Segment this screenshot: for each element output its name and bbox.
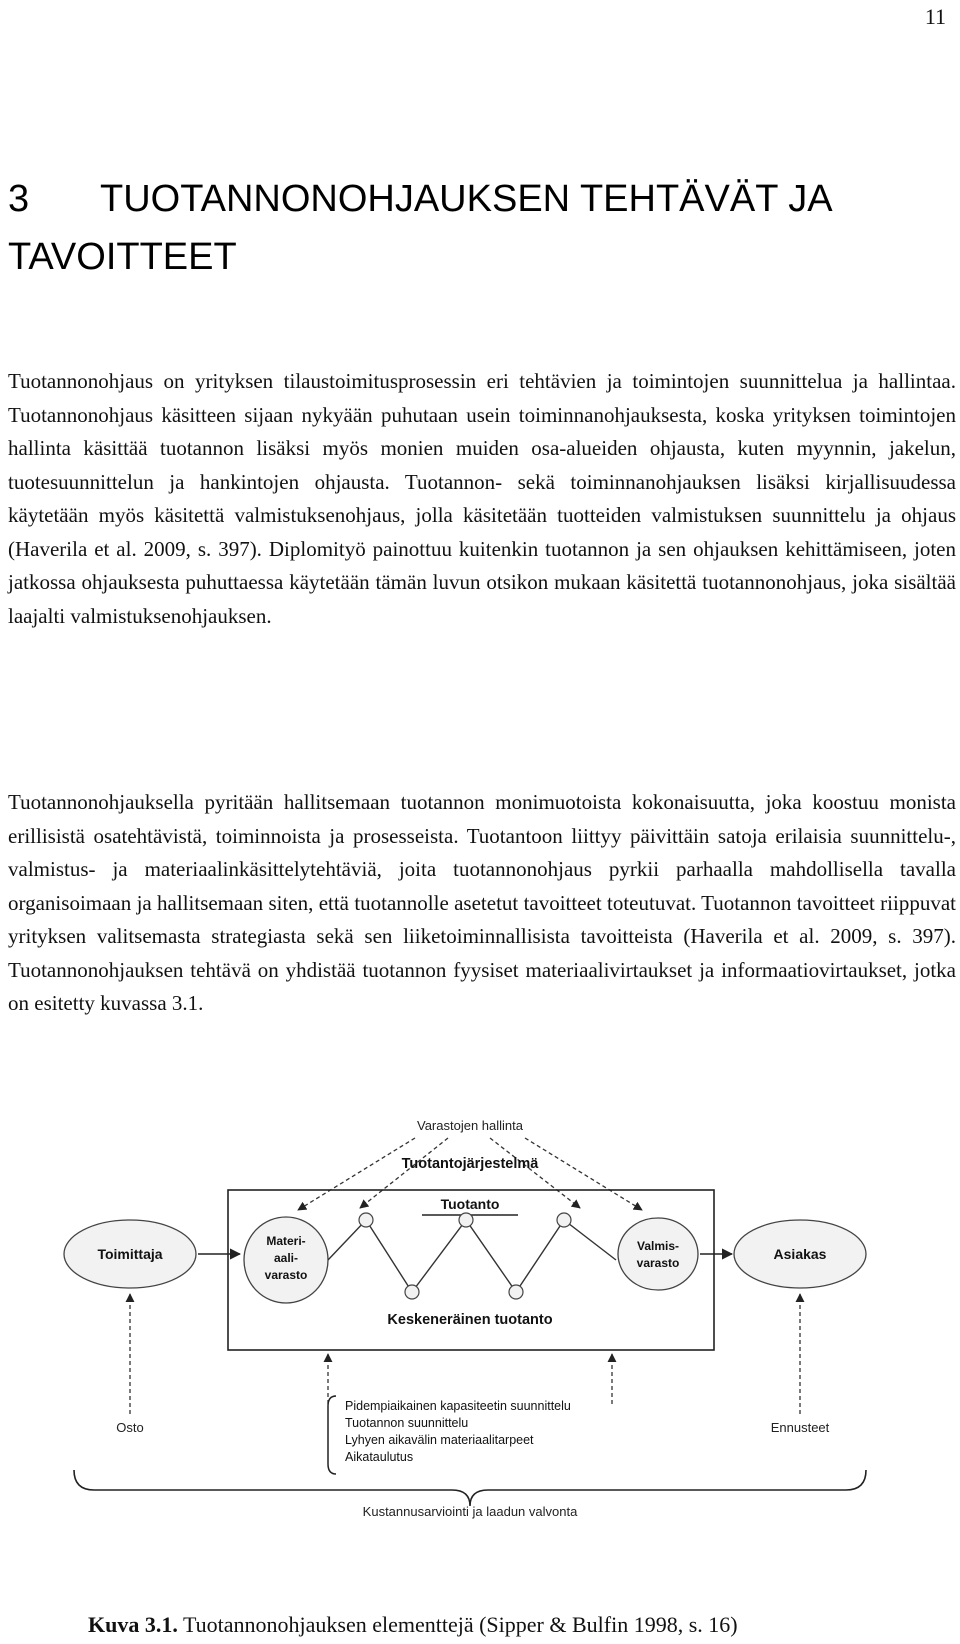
planning-item-1: Pidempiaikainen kapasiteetin suunnittelu: [345, 1399, 571, 1413]
finished-stock-line-1: Valmis-: [636, 1239, 680, 1253]
production-label: Tuotanto: [440, 1196, 500, 1212]
top-label: Varastojen hallinta: [417, 1118, 523, 1133]
system-label: Tuotantojärjestelmä: [401, 1156, 539, 1172]
finished-stock-line-2: varasto: [636, 1256, 680, 1270]
supplier-label: Toimittaja: [97, 1246, 163, 1262]
bottom-brace: [74, 1470, 866, 1506]
forecasts-label: Ennusteet: [770, 1420, 830, 1435]
figure-caption: [88, 1612, 928, 1638]
planning-item-3: Lyhyen aikavälin materiaalitarpeet: [345, 1433, 534, 1447]
material-stock-line-1: Materi-: [266, 1234, 306, 1248]
material-stock-line-2: aali-: [273, 1251, 299, 1265]
wip-flow-line: [328, 1220, 616, 1292]
planning-bracket: [328, 1396, 336, 1474]
caption-label: Kuva 3.1.: [88, 1612, 178, 1637]
diagram-svg: [60, 1114, 920, 1604]
paragraph-2: Tuotannonohjauksella pyritään hallitsemaan tuotannon monimuotoista kokonaisuutta, joka koostuu monista erillisistä osatehtävistä, toiminnoista ja prosesseista. Tuotantoon liittyy päivittäin satoja erilaisia suunnittelu-, valmistus- ja materiaalinkäsittelytehtäviä, joita tuotannonohjaus pyrkii parhaalla mahdollisella tavalla organisoimaan ja hallitsemaan siten, että tuotannolle asetetut tavoitteet toteutuvat. Tuotannon tavoitteet riippuvat yrityksen valitsemasta strategiasta sekä sen liiketoiminnallisista tavoitteista (Haverila et al. 2009, s. 397). Tuotannonohjauksen tehtävä on yhdistää tuotannon fyysiset materiaalivirtaukset ja informaatiovirtaukset, jotka on esitetty kuvassa 3.1.: [8, 790, 956, 1015]
customer-label: Asiakas: [773, 1246, 827, 1262]
planning-item-4: Aikataulutus: [345, 1450, 414, 1464]
chapter-title: TUOTANNONOHJAUKSEN TEHTÄVÄT JA TAVOITTEET: [8, 178, 831, 278]
finished-stock-node: [618, 1218, 698, 1290]
chapter-heading: [8, 170, 928, 286]
purchasing-label: Osto: [116, 1420, 144, 1435]
bottom-label: Kustannusarviointi ja laadun valvonta: [362, 1504, 578, 1519]
caption-text: Tuotannonohjauksen elementtejä (Sipper & Bulfin 1998, s. 16): [182, 1612, 738, 1637]
production-control-diagram: [60, 1114, 920, 1604]
wip-label: Keskeneräinen tuotanto: [387, 1312, 553, 1328]
paragraph-1: Tuotannonohjaus on yrityksen tilaustoimitusprosessin eri tehtävien ja toimintojen suunnittelua ja hallintaa. Tuotannonohjaus käsitteen sijaan nykyään puhutaan usein toiminnanohjauksesta, koska yrityksen toimintojen hallinta käsittää tuotannon lisäksi myös monien muiden osa-alueiden ohjausta, kuten myynnin, jakelun, tuotesuunnittelun ja hankintojen ohjausta. Tuotannon- sekä toiminnanohjauksen lisäksi kirjallisuudessa käytetään myös käsitettä valmistuksenohjaus, jolla käsitetään tuotteiden valmistuksen suunnittelu ja ohjaus (Haverila et al. 2009, s. 397). Diplomityö painottuu kuitenkin tuotannon ja sen ohjauksen kehittämiseen, joten jatkossa ohjauksesta puhuttaessa käytetään tämän luvun otsikon mukaan käsitettä tuotannonohjaus, joka sisältää laajalti valmistuksenohjauksen.: [8, 369, 956, 628]
page-number: 11: [924, 4, 946, 29]
material-stock-line-3: varasto: [264, 1268, 308, 1282]
planning-item-2: Tuotannon suunnittelu: [345, 1416, 469, 1430]
chapter-number: 3: [8, 178, 30, 220]
